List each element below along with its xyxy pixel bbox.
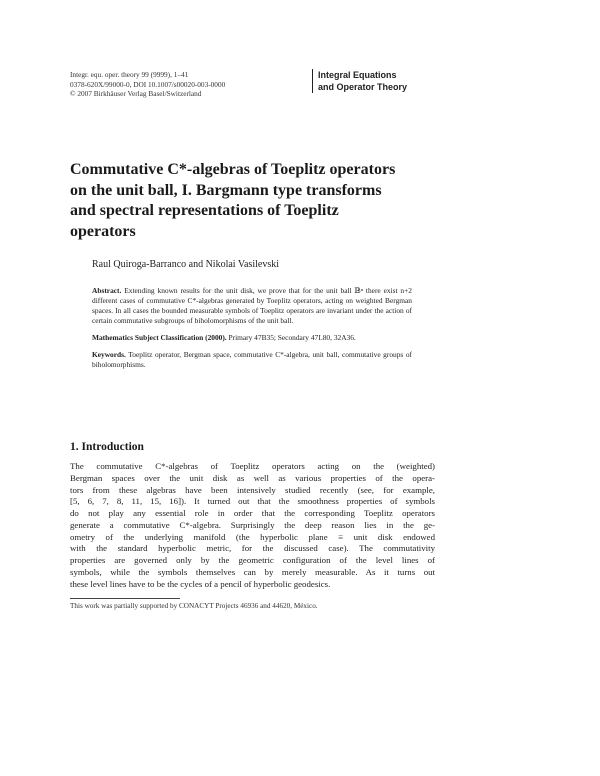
body-line: generate a commutative C*-algebra. Surprisingly the deep reason lies in the ge-	[70, 519, 435, 530]
keywords-label: Keywords.	[92, 350, 126, 360]
msc-label: Mathematics Subject Classification (2000).	[92, 333, 227, 343]
title-line: Commutative C*-algebras of Toeplitz operators	[70, 161, 396, 178]
introduction-body	[70, 461, 435, 590]
citation-block	[70, 70, 310, 99]
citation-line: Integr. equ. oper. theory 99 (9999), 1–41	[70, 70, 189, 79]
body-line: tors from these algebras have been intensively studied recently (see, for example,	[70, 484, 435, 495]
author-list: Raul Quiroga-Barranco and Nikolai Vasilevski	[92, 259, 279, 270]
title-line: and spectral representations of Toeplitz	[70, 202, 339, 220]
keywords-text: Toeplitz operator, Bergman space, commutative C*-algebra, unit ball, commutative groups of biholomorphisms.	[92, 350, 412, 370]
body-line: The commutative C*-algebras of Toeplitz operators acting on the (weighted)	[70, 461, 435, 471]
msc-text: Primary 47B35; Secondary 47L80, 32A36.	[228, 333, 356, 343]
body-line: properties are governed only by the geometric configuration of the level lines of	[70, 555, 435, 565]
abstract-text: Extending known results for the unit disk, we prove that for the unit ball 𝔹ⁿ there exist n+2 different cases of commutative C*-algebras generated by Toeplitz operators, acting on weighted Bergman spaces. In all cases the bounded measurable symbols of Toeplitz operators are invariant under the action of certain commutative subgroups of biholomorphisms of the unit ball.	[92, 286, 412, 326]
citation-line: © 2007 Birkhäuser Verlag Basel/Switzerland	[70, 89, 202, 99]
body-line: do not play any essential role in order that the corresponding Toeplitz operators	[70, 508, 435, 518]
citation-line: 0378-620X/99000-0, DOI 10.1007/s00020-003-0000	[70, 79, 226, 89]
msc-paragraph	[92, 333, 412, 343]
body-line: symbols, while the symbols themselves can by merely measurable. As it turns out	[70, 566, 435, 577]
journal-name	[312, 69, 407, 93]
footnote: This work was partially supported by CONACYT Projects 46936 and 44620, México.	[70, 602, 318, 610]
journal-line: Integral Equations	[318, 70, 397, 80]
paper-title	[70, 160, 450, 242]
body-line: Bergman spaces over the unit disk as well as various properties of the opera-	[70, 472, 435, 483]
abstract-paragraph	[92, 286, 412, 326]
abstract-block	[92, 286, 412, 377]
body-line: ometry of the underlying manifold (the hyperbolic plane ≡ unit disk endowed	[70, 531, 435, 542]
body-line: [5, 6, 7, 8, 11, 15, 16]). It turned out that the smoothness properties of symbols	[70, 496, 435, 507]
section-heading: 1. Introduction	[70, 441, 144, 453]
body-line: with the standard hyperbolic metric, for the discussed case). The commutativity	[70, 543, 435, 554]
title-line: operators	[70, 222, 136, 240]
abstract-label: Abstract.	[92, 286, 122, 295]
title-line: on the unit ball, I. Bargmann type transforms	[70, 181, 382, 199]
journal-line: and Operator Theory	[318, 82, 408, 92]
body-line: these level lines have to be the cycles of a pencil of hyperbolic geodesics.	[70, 578, 331, 589]
footnote-divider	[70, 598, 180, 599]
keywords-paragraph	[92, 350, 412, 370]
